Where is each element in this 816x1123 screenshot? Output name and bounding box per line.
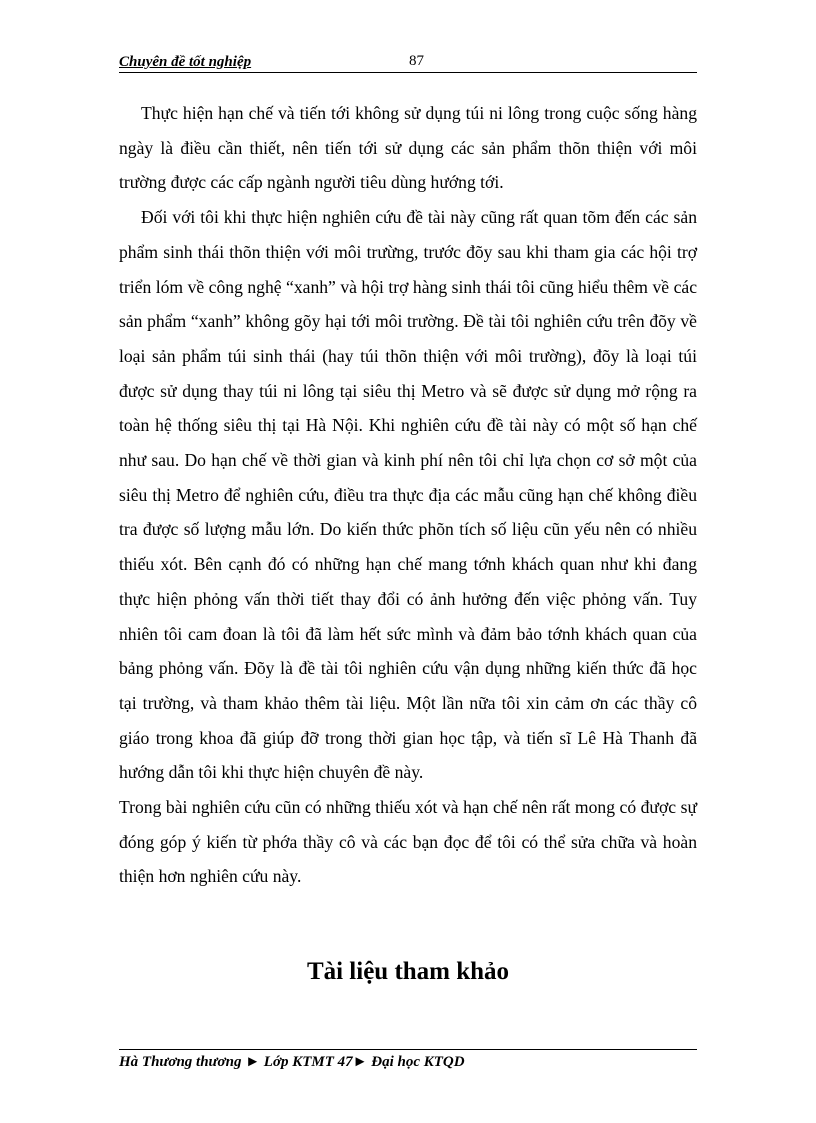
section-heading: Tài liệu tham khảo xyxy=(306,958,510,985)
page-footer: Hà Thương thương ► Lớp KTMT 47► Đại học KTQD xyxy=(119,1054,465,1070)
paragraph-2: Đối với tôi khi thực hiện nghiên cứu đề tài này cũng rất quan tõm đến các sản phẩm sinh thái thõn thiện với môi trưừng, trước đõy sau khi tham gia các hội trợ triển lóm về công nghệ “xanh” và hội trợ hàng sinh thái tôi cũng hiểu thêm về các sản phẩm “xanh” không gõy hại tới môi trường. Đề tài tôi nghiên cứu trên đõy về loại sản phẩm túi sinh thái (hay túi thõn thiện với môi trường), đõy là loại túi được sử dụng thay túi ni lông tại siêu thị Metro và sẽ được sử dụng mở rộng ra toàn hệ thống siêu thị tại Hà Nội. Khi nghiên cứu đề tài này có một số hạn chế như sau. Do hạn chế về thời gian và kinh phí nên tôi chỉ lựa chọn cơ sở một của siêu thị Metro để nghiên cứu, điều tra thực địa các mẫu cũng hạn chế không điều tra được số lượng mẫu lớn. Do kiến thức phõn tích số liệu cũn yếu nên có nhiều thiếu xót. Bên cạnh đó có những hạn chế mang tớnh khách quan như khi đang thực hiện phỏng vấn thời tiết thay đổi có ảnh hưởng đến việc phỏng vấn. Tuy nhiên tôi cam đoan là tôi đã làm hết sức mình và đảm bảo tớnh khách quan của bảng phỏng vấn. Đõy là đề tài tôi nghiên cứu vận dụng những kiến thức đã học tại trường, và tham khảo thêm tài liệu. Một lần nữa tôi xin cảm ơn các thầy cô giáo trong khoa đã giúp đỡ trong thời gian học tập, và tiến sĩ Lê Hà Thanh đã hướng dẫn tôi khi thực hiện chuyên đề này. xyxy=(119,207,697,783)
paragraph-3: Trong bài nghiên cứu cũn có những thiếu xót và hạn chế nên rất mong có được sự đóng góp ý kiến từ phớa thầy cô và các bạn đọc để tôi có thể sửa chữa và hoàn thiện hơn nghiên cứu này. xyxy=(119,797,697,887)
page-header xyxy=(119,52,697,73)
body-text xyxy=(119,96,697,894)
header-title: Chuyên đề tốt nghiệp xyxy=(119,54,252,70)
footer-divider xyxy=(119,1049,697,1050)
paragraph-1: Thực hiện hạn chế và tiến tới không sử dụng túi ni lông trong cuộc sống hàng ngày là điều cần thiết, nên tiến tới sử dụng các sản phẩm thõn thiện với môi trường được các cấp ngành người tiêu dùng hướng tới. xyxy=(119,103,697,193)
page-number: 87 xyxy=(409,53,424,69)
